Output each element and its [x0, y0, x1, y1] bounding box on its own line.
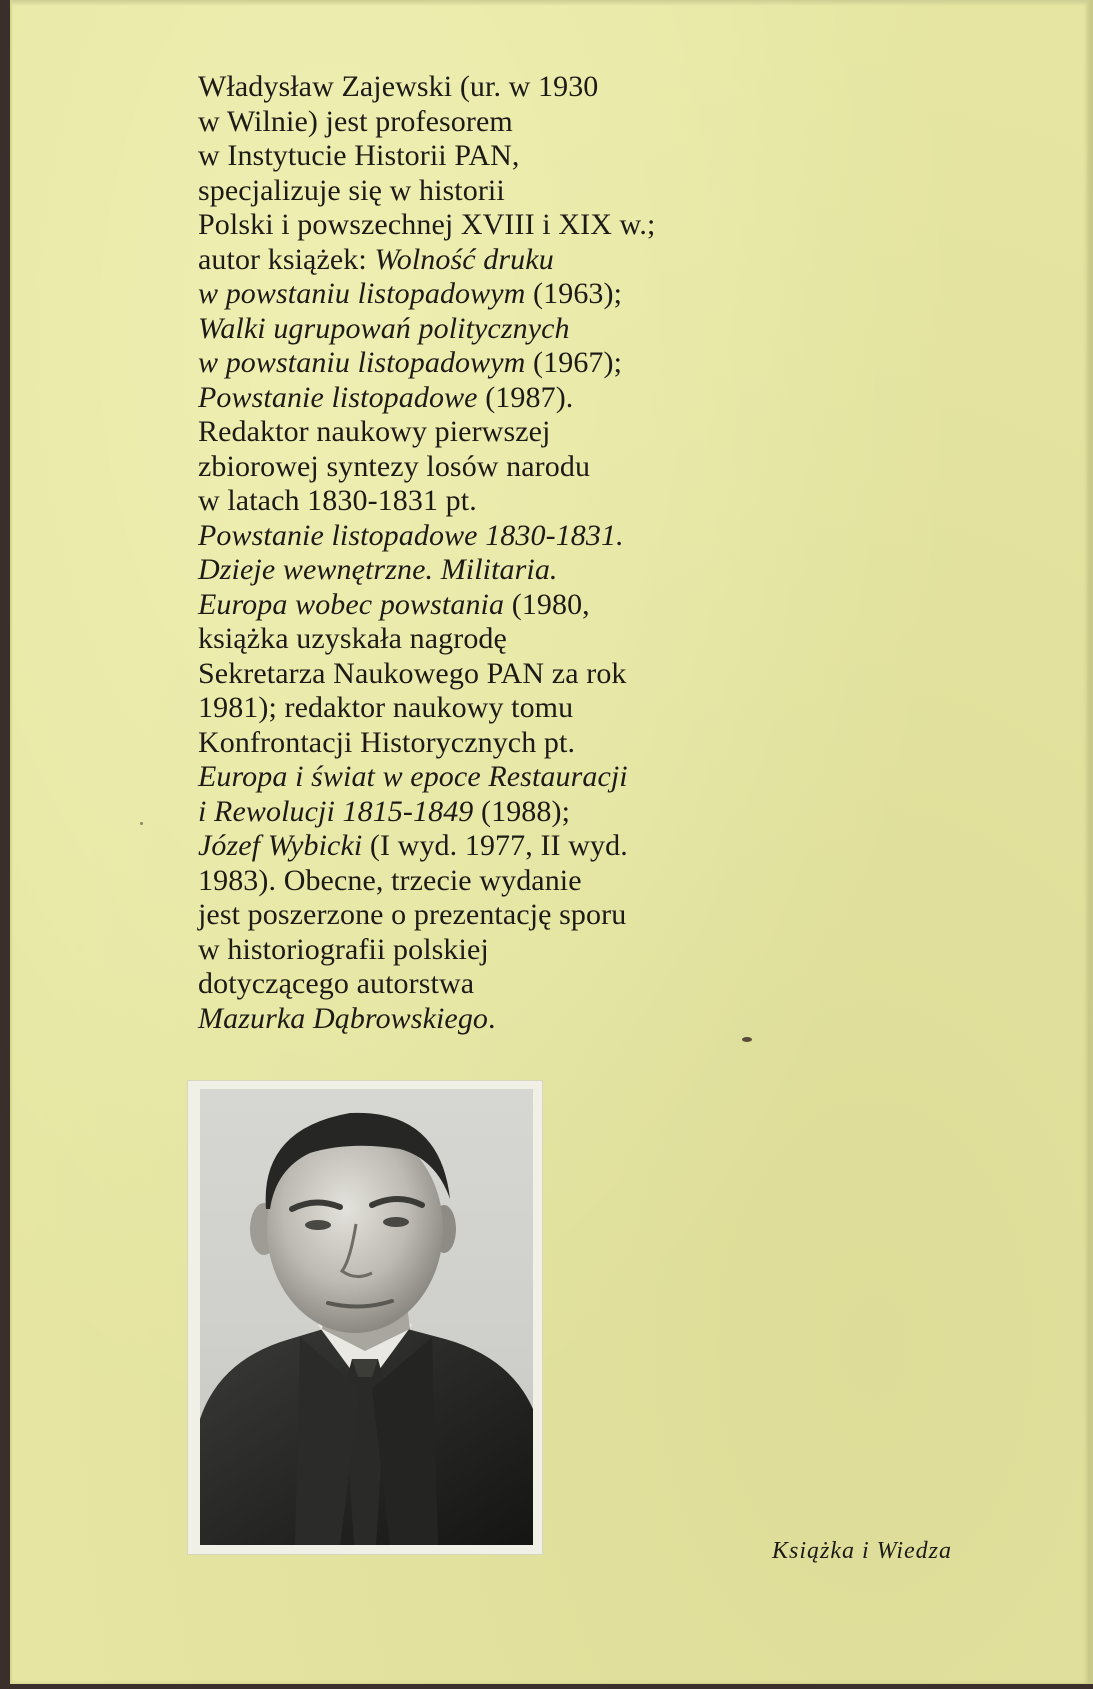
bio-title-italic: Józef Wybicki — [198, 829, 363, 862]
bio-line — [198, 726, 758, 761]
bio-line — [198, 553, 758, 588]
bio-text: Władysław Zajewski (ur. w 1930 — [198, 70, 599, 103]
bio-title-italic: Powstanie listopadowe — [198, 380, 478, 414]
bio-text: 1983). Obecne, trzecie wydanie — [198, 863, 582, 897]
bio-text: książka uzyskała nagrodę — [198, 622, 507, 655]
bio-line — [198, 657, 758, 692]
bio-text: 1981); redaktor naukowy tomu — [198, 691, 574, 724]
bio-line — [198, 243, 758, 278]
bio-text: jest poszerzone o prezentację sporu — [198, 898, 627, 931]
bio-text: . — [488, 1001, 496, 1035]
bio-text: (1987). — [477, 380, 574, 414]
bio-text: w historiografii polskiej — [198, 932, 489, 966]
bio-line — [198, 622, 758, 657]
bio-line — [198, 898, 758, 933]
bio-line — [198, 381, 758, 416]
bio-text: (1967); — [525, 346, 623, 379]
bio-line — [198, 415, 758, 450]
bio-line — [198, 760, 758, 795]
bio-line — [198, 864, 758, 899]
dust-speck — [742, 1037, 752, 1042]
bio-title-italic: Dzieje wewnętrzne. Militaria. — [198, 553, 558, 586]
bio-title-italic: Mazurka Dąbrowskiego — [198, 1001, 489, 1035]
bio-title-italic: Powstanie listopadowe 1830-1831. — [198, 518, 624, 552]
bio-line — [198, 174, 758, 209]
book-back-cover — [10, 0, 1093, 1684]
bio-line — [198, 450, 758, 485]
bio-text: Konfrontacji Historycznych pt. — [198, 725, 576, 759]
bio-text: w Wilnie) jest profesorem — [198, 104, 513, 138]
author-photo-frame — [188, 1081, 542, 1554]
bio-line — [198, 277, 758, 312]
author-photo — [200, 1089, 533, 1545]
bio-line — [198, 208, 758, 243]
bio-text: specjalizuje się w historii — [198, 173, 505, 207]
bio-line — [198, 795, 758, 830]
bio-text: (I wyd. 1977, II wyd. — [362, 829, 628, 862]
bio-line — [198, 519, 758, 554]
bio-line — [198, 312, 758, 347]
bio-text: w Instytucie Historii PAN, — [198, 139, 520, 172]
bio-text: Redaktor naukowy pierwszej — [198, 415, 551, 448]
author-biography — [198, 70, 758, 1036]
bio-text: dotyczącego autorstwa — [198, 967, 475, 1000]
dust-speck — [140, 822, 143, 825]
bio-title-italic: w powstaniu listopadowym — [198, 277, 526, 310]
bio-text: zbiorowej syntezy losów narodu — [198, 449, 591, 483]
bio-line — [198, 139, 758, 174]
bio-text: w latach 1830-1831 pt. — [198, 484, 477, 517]
bio-title-italic: Europa i świat w epoce Restauracji — [198, 760, 628, 793]
bio-line — [198, 484, 758, 519]
bio-text: (1980, — [504, 587, 590, 621]
bio-line — [198, 70, 758, 105]
bio-line — [198, 967, 758, 1002]
bio-line — [198, 691, 758, 726]
bio-title-italic: Europa wobec powstania — [198, 587, 505, 621]
bio-title-italic: Walki ugrupowań politycznych — [198, 311, 570, 345]
bio-title-italic: i Rewolucji 1815-1849 — [198, 794, 474, 828]
publisher-imprint: Książka i Wiedza — [772, 1538, 953, 1564]
bio-line — [198, 346, 758, 381]
bio-line — [198, 829, 758, 864]
bio-title-italic: w powstaniu listopadowym — [198, 346, 526, 379]
bio-line — [198, 588, 758, 623]
bio-text: (1963); — [525, 277, 623, 310]
bio-line — [198, 933, 758, 968]
bio-text: Polski i powszechnej XVIII i XIX w.; — [198, 208, 656, 241]
bio-text: (1988); — [473, 794, 571, 828]
bio-title-italic: Wolność druku — [374, 242, 554, 276]
bio-line — [198, 105, 758, 140]
bio-text: Sekretarza Naukowego PAN za rok — [198, 656, 627, 690]
bio-line — [198, 1002, 758, 1037]
bio-text: autor książek: — [198, 242, 375, 276]
